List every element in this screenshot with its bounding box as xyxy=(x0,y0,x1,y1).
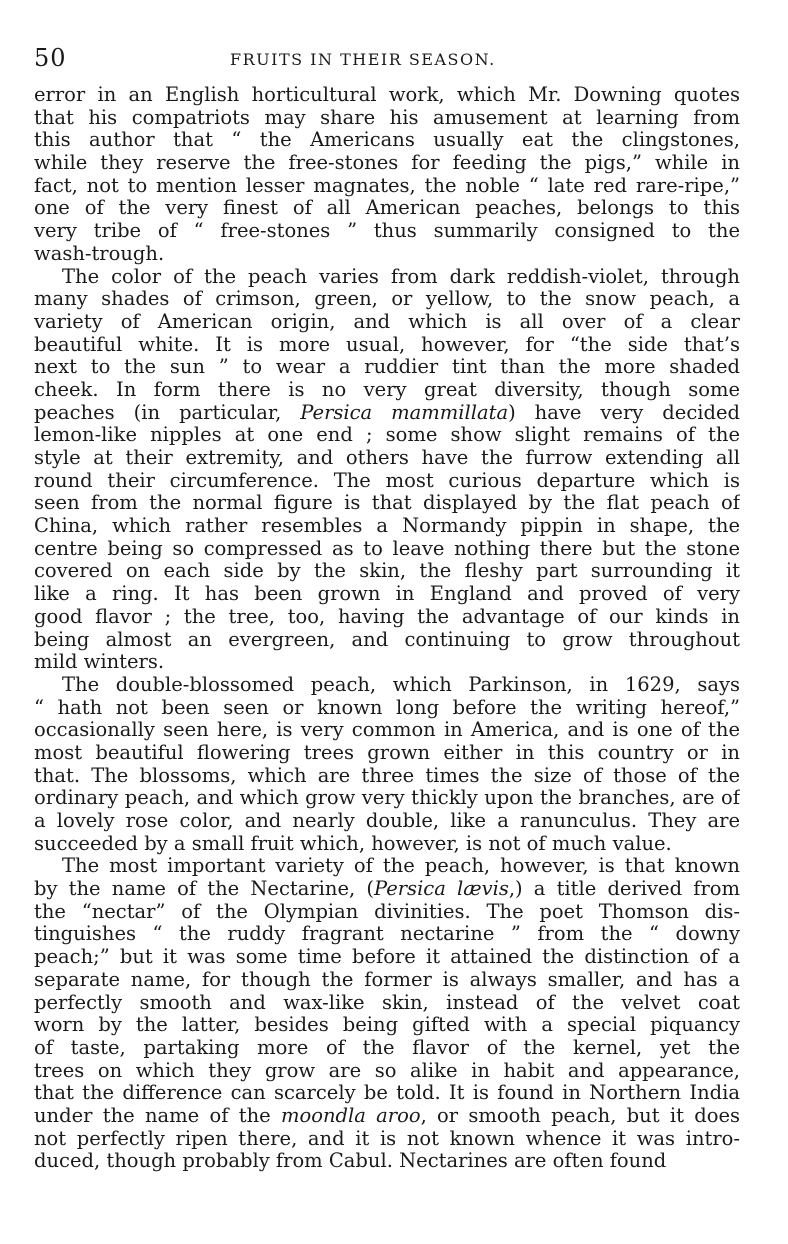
text-line: fact, not to mention lesser magnates, the noble “ late red rare-ripe,” xyxy=(34,174,740,197)
text-line: one of the very finest of all American peaches, belongs to this xyxy=(34,197,740,220)
italic-term: Persica lævis xyxy=(373,878,509,901)
paragraph xyxy=(34,84,740,266)
text-line: style at their extremity, and others have the furrow extending all xyxy=(34,447,740,469)
text-line: tinguishes “ the ruddy fragrant nectarine ” from the “ downy xyxy=(34,923,740,946)
text-line: a lovely rose color, and nearly double, like a ranunculus. They are xyxy=(34,810,740,832)
text-line: while they reserve the free-stones for feeding the pigs,” while in xyxy=(34,152,740,175)
text-line: mild winters. xyxy=(34,651,165,674)
italic-term: moondla aroo xyxy=(280,1104,421,1127)
text-line: The most important variety of the peach, however, is that known xyxy=(62,855,740,878)
text-line: by the name of the Nectarine, (Persica lævis,) a title derived from xyxy=(34,878,740,901)
text-line: variety of American origin, and which is all over of a clear xyxy=(34,310,740,333)
text-line: that. The blossoms, which are three times the size of those of the xyxy=(34,764,740,787)
text-line: that the difference can scarcely be told. It is found in Northern India xyxy=(34,1082,740,1105)
paragraph xyxy=(34,266,740,674)
text-line: most beautiful flowering trees grown either in this country or in xyxy=(34,741,740,764)
text-line: good flavor ; the tree, too, having the advantage of our kinds in xyxy=(34,605,740,628)
text-line: under the name of the moondla aroo, or smooth peach, but it does xyxy=(34,1104,740,1127)
body-text xyxy=(34,84,740,1173)
text-line: “ hath not been seen or known long before the writing hereof,” xyxy=(34,696,740,719)
text-line: not perfectly ripen there, and it is not known whence it was intro- xyxy=(34,1127,740,1150)
text-line: that his compatriots may share his amusement at learning from xyxy=(34,106,740,129)
text-line: beautiful white. It is more usual, however, for “the side that’s xyxy=(34,333,740,356)
text-line: China, which rather resembles a Normandy pippin in shape, the xyxy=(34,515,740,538)
running-title: FRUITS IN THEIR SEASON. xyxy=(230,50,496,69)
text-line: cheek. In form there is no very great diversity, though some xyxy=(34,378,740,401)
text-line: duced, though probably from Cabul. Nectarines are often found xyxy=(34,1150,667,1173)
text-line: many shades of crimson, green, or yellow, to the snow peach, a xyxy=(34,288,740,311)
text-line: like a ring. It has been grown in England and proved of very xyxy=(34,583,740,606)
text-line: lemon-like nipples at one end ; some show slight remains of the xyxy=(34,424,740,447)
text-line: peach;” but it was some time before it attained the distinction of a xyxy=(34,946,740,969)
paragraph xyxy=(34,674,740,856)
text-line: covered on each side by the skin, the fleshy part surrounding it xyxy=(34,560,740,583)
text-line: centre being so compressed as to leave nothing there but the stone xyxy=(34,537,740,560)
text-line: peaches (in particular, Persica mammillata) have very decided xyxy=(34,401,740,424)
text-line: next to the sun ” to wear a ruddier tint than the more shaded xyxy=(34,356,740,379)
text-line: worn by the latter, besides being gifted with a special piquancy xyxy=(34,1014,740,1037)
text-line: the “nectar” of the Olympian divinities. The poet Thomson dis- xyxy=(34,900,740,923)
text-line: error in an English horticultural work, which Mr. Downing quotes xyxy=(34,84,740,106)
text-line: wash-trough. xyxy=(34,242,165,265)
text-line: very tribe of “ free-stones ” thus summarily consigned to the xyxy=(34,220,740,243)
text-line: round their circumference. The most curious departure which is xyxy=(34,469,740,492)
text-line: of taste, partaking more of the flavor of the kernel, yet the xyxy=(34,1036,740,1059)
text-line: this author that “ the Americans usually eat the clingstones, xyxy=(34,129,740,152)
text-line: seen from the normal figure is that displayed by the flat peach of xyxy=(34,492,740,515)
text-line: being almost an evergreen, and continuing to grow throughout xyxy=(34,628,740,651)
paragraph xyxy=(34,855,740,1173)
text-line: occasionally seen here, is very common in America, and is one of the xyxy=(34,719,740,742)
page-header xyxy=(34,44,740,84)
text-line: perfectly smooth and wax-like skin, instead of the velvet coat xyxy=(34,991,740,1014)
text-line: trees on which they grow are so alike in habit and appearance, xyxy=(34,1059,740,1082)
text-line: The color of the peach varies from dark reddish-violet, through xyxy=(62,265,740,288)
text-line: succeeded by a small fruit which, however, is not of much value. xyxy=(34,832,672,855)
text-line: ordinary peach, and which grow very thickly upon the branches, are of xyxy=(34,787,740,810)
book-page xyxy=(34,44,740,1173)
italic-term: Persica mammillata xyxy=(300,401,509,424)
page-number: 50 xyxy=(34,44,67,72)
text-line: The double-blossomed peach, which Parkinson, in 1629, says xyxy=(62,673,740,696)
text-line: separate name, for though the former is always smaller, and has a xyxy=(34,968,740,991)
